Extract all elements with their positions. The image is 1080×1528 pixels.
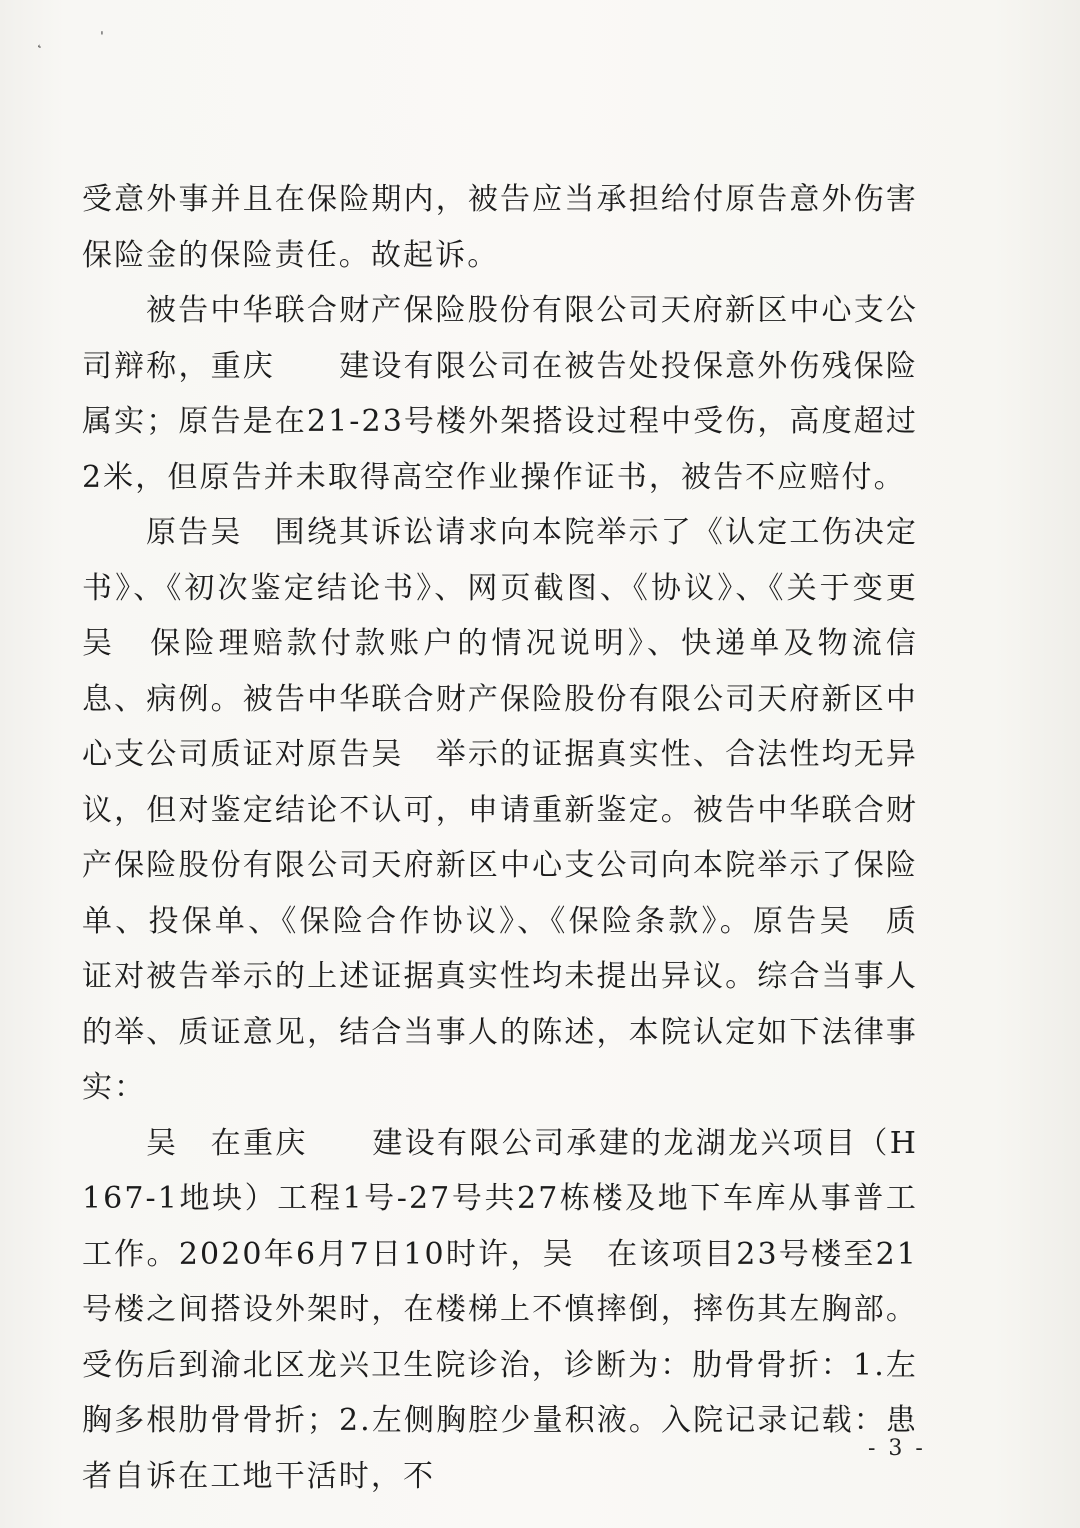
paragraph-claim-conclusion: 受意外事并且在保险期内，被告应当承担给付原告意外伤害保险金的保险责任。故起诉。 bbox=[82, 182, 918, 273]
document-body bbox=[82, 172, 918, 1504]
paragraph-evidence: 原告吴 围绕其诉讼请求向本院举示了《认定工伤决定书》、《初次鉴定结论书》、网页截图、《协议》、《关于变更吴 保险理赔款付款账户的情况说明》、快递单及物流信息、病例。被告中华联合财产保险股份有限公司天府新区中心支公司质证对原告吴 举示的证据真实性、合法性均无异议，但对鉴定结论不认可，申请重新鉴定。被告中华联合财产保险股份有限公司天府新区中心支公司向本院举示了保险单、投保单、《保险合作协议》、《保险条款》。原告吴 质证对被告举示的上述证据真实性均未提出异议。综合当事人的举、质证意见，结合当事人的陈述，本院认定如下法律事实： bbox=[82, 515, 918, 1105]
paragraph-defendant-defense: 被告中华联合财产保险股份有限公司天府新区中心支公司辩称，重庆 建设有限公司在被告处投保意外伤残保险属实；原告是在21-23号楼外架搭设过程中受伤，高度超过2米，但原告并未取得高空作业操作证书，被告不应赔付。 bbox=[82, 293, 918, 495]
scan-mark: ˛ bbox=[36, 33, 43, 49]
scan-mark: ˌ bbox=[100, 21, 104, 37]
paragraph-facts: 吴 在重庆 建设有限公司承建的龙湖龙兴项目（H167-1地块）工程1号-27号共27栋楼及地下车库从事普工工作。2020年6月7日10时许，吴 在该项目23号楼至21号楼之间搭设外架时，在楼梯上不慎摔倒，摔伤其左胸部。受伤后到渝北区龙兴卫生院诊治，诊断为：肋骨骨折：1.左胸多根肋骨骨折；2.左侧胸腔少量积液。入院记录记载：患者自诉在工地干活时，不 bbox=[82, 1125, 918, 1494]
page-number: - 3 - bbox=[868, 1436, 926, 1461]
